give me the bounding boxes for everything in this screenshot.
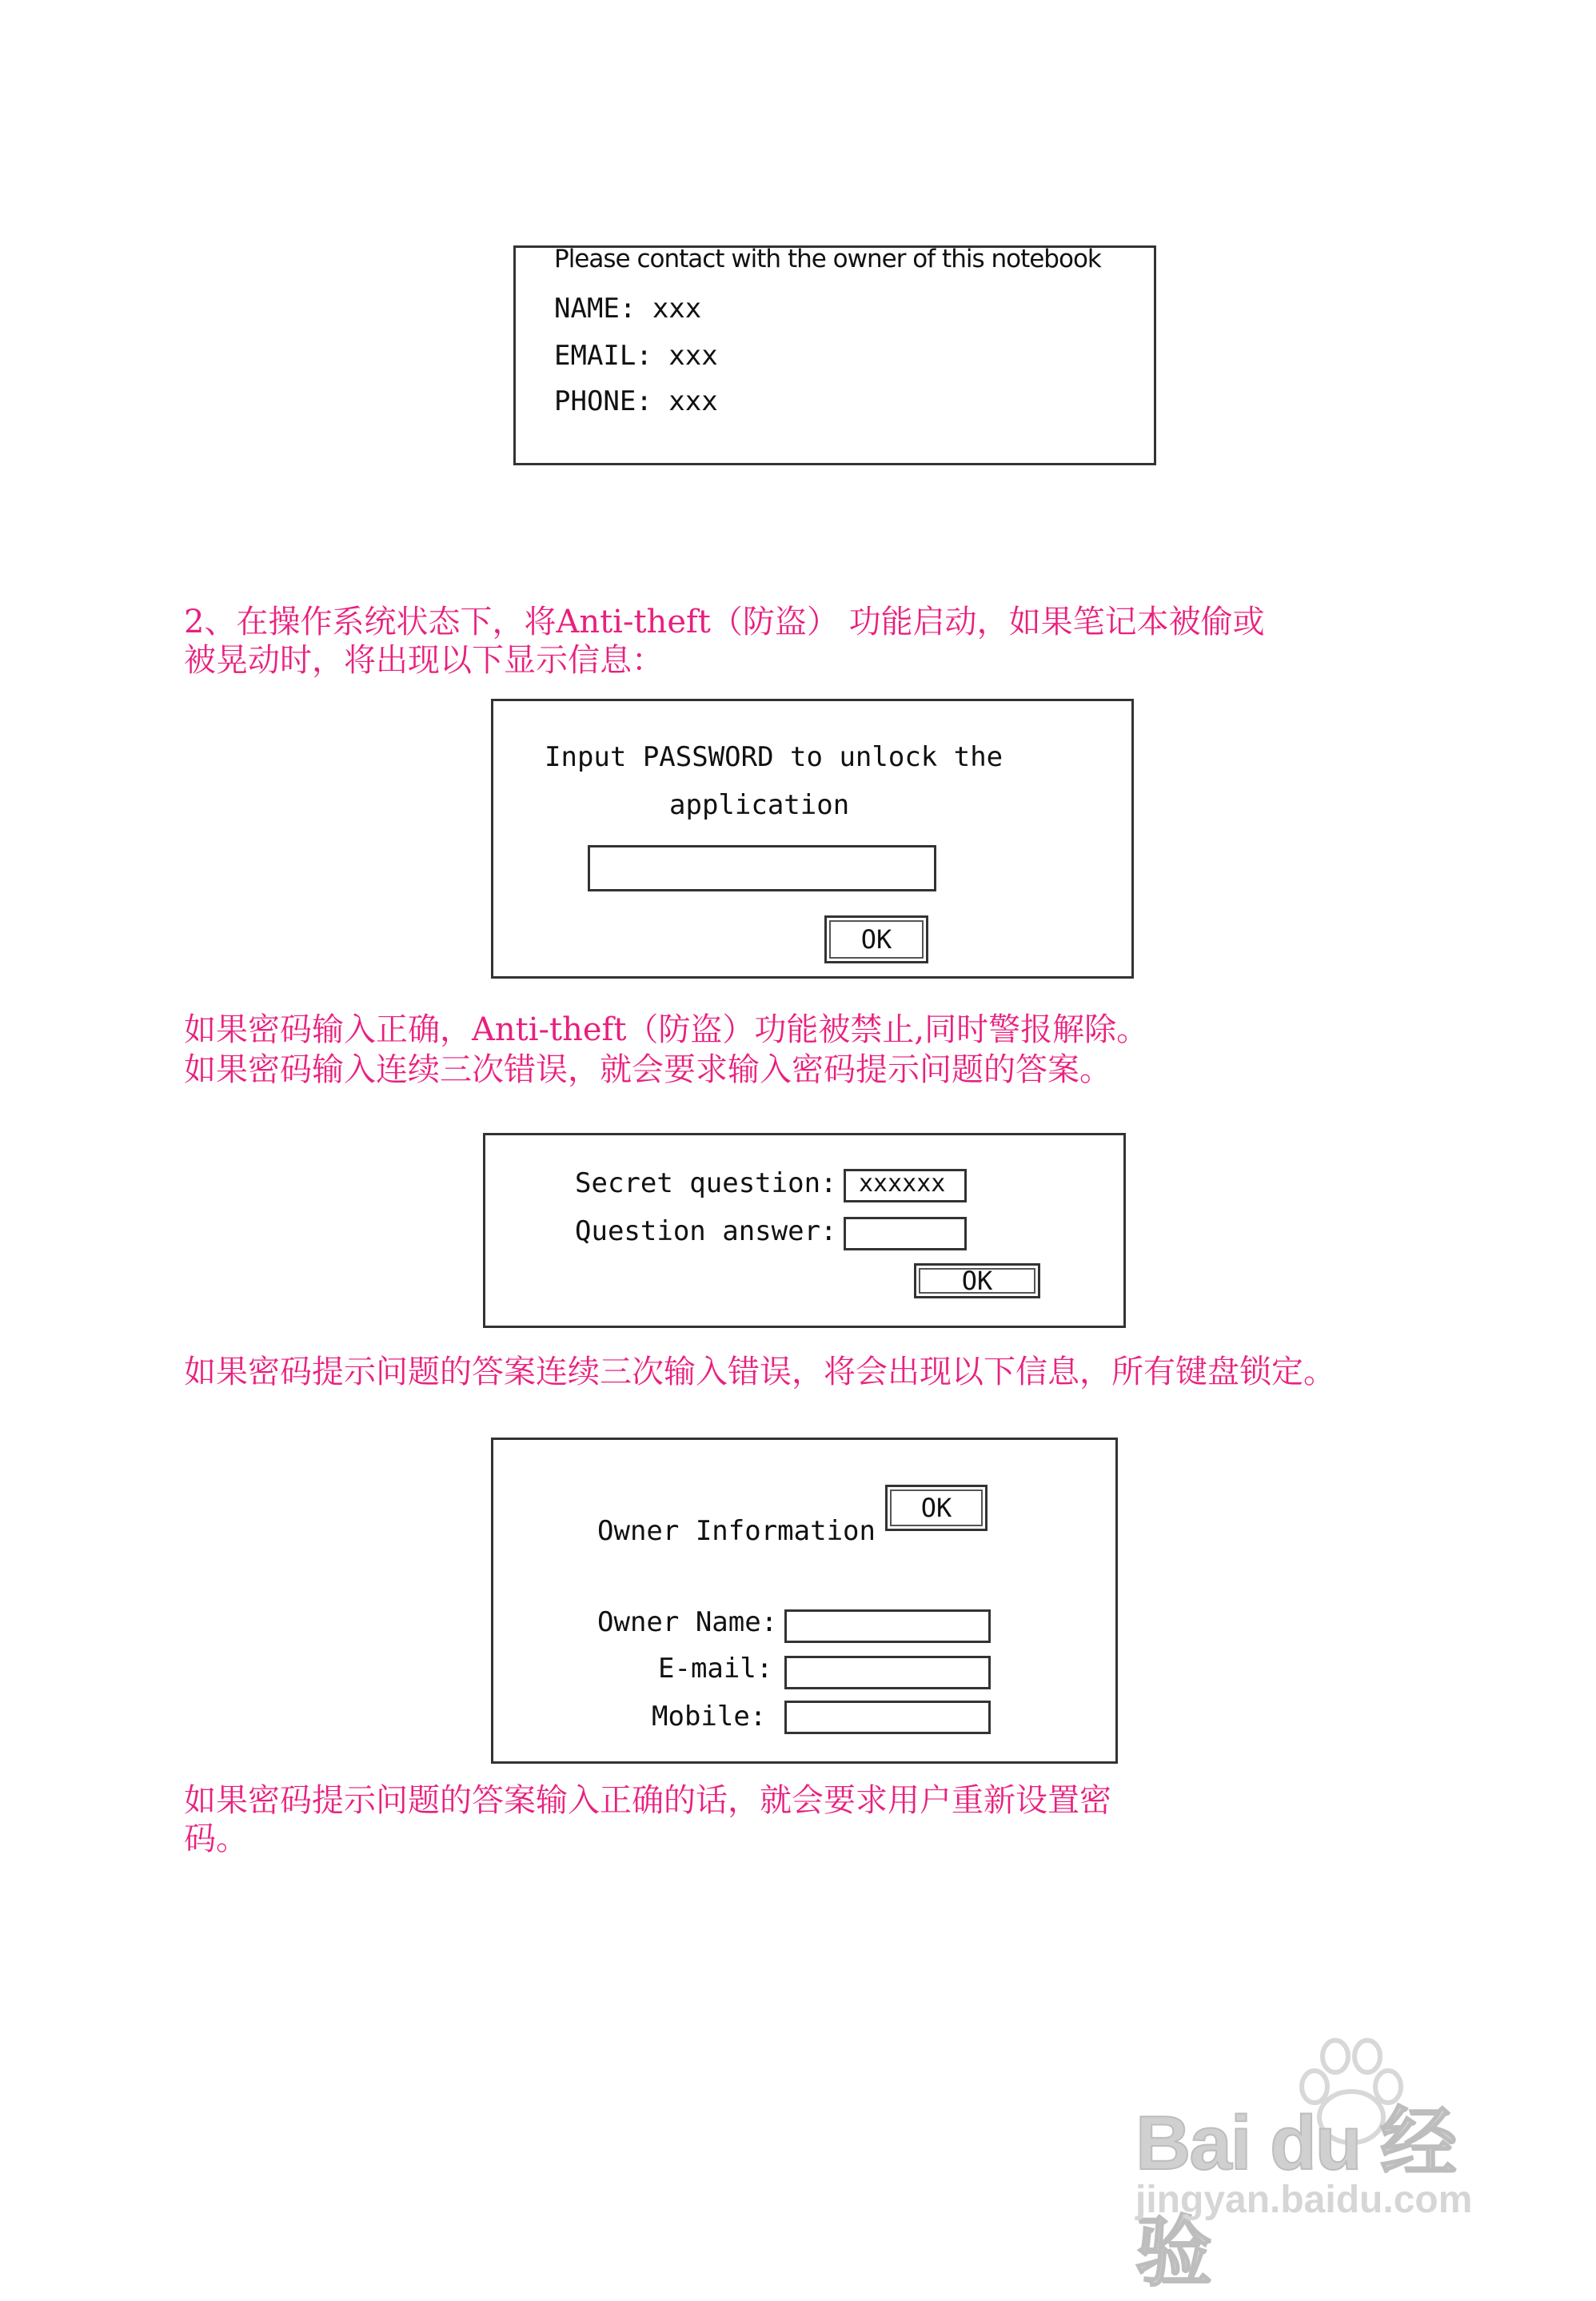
secret-question-dialog [483, 1133, 1126, 1328]
secret-question-value: xxxxxx [859, 1170, 946, 1198]
mobile-input[interactable] [784, 1701, 991, 1734]
owner-contact-dialog [513, 245, 1156, 465]
owner-contact-message: Please contact with the owner of this notebook [554, 245, 1101, 273]
step2-line1: 2、在操作系统状态下，将Anti-theft（防盗） 功能启动，如果笔记本被偷或 [184, 604, 1265, 640]
password-dialog [491, 699, 1134, 979]
email-input[interactable] [784, 1656, 991, 1689]
mobile-label: Mobile: [652, 1701, 767, 1733]
question-answer-input[interactable] [844, 1217, 967, 1250]
password-prompt-line2: application [669, 789, 850, 821]
password-prompt-line1: Input PASSWORD to unlock the [545, 741, 1003, 773]
password-ok-button[interactable]: OK [824, 915, 928, 963]
owner-info-title: Owner Information [597, 1515, 876, 1547]
watermark-url: jingyan.baidu.com [1135, 2179, 1473, 2221]
owner-name-line: NAME: xxx [554, 293, 702, 325]
watermark-brand: Bai du 经验 [1135, 2100, 1456, 2295]
answer-right-line2: 码。 [184, 1820, 248, 1857]
answer-right-line1: 如果密码提示问题的答案输入正确的话，就会要求用户重新设置密 [184, 1782, 1111, 1819]
owner-phone-line: PHONE: xxx [554, 385, 718, 417]
password-result-line1: 如果密码输入正确，Anti-theft（防盗）功能被禁止,同时警报解除。 [184, 1011, 1149, 1048]
answer-wrong-line1: 如果密码提示问题的答案连续三次输入错误，将会出现以下信息，所有键盘锁定。 [184, 1354, 1335, 1390]
secret-question-field [844, 1169, 967, 1202]
owner-name-input[interactable] [784, 1609, 991, 1643]
secret-question-label: Secret question: [575, 1167, 837, 1199]
owner-email-line: EMAIL: xxx [554, 340, 718, 372]
question-answer-label: Question answer: [575, 1215, 837, 1247]
secret-question-ok-button[interactable]: OK [914, 1263, 1040, 1298]
email-label: E-mail: [658, 1653, 773, 1685]
owner-info-dialog [491, 1438, 1118, 1764]
owner-name-label: Owner Name: [597, 1606, 778, 1638]
step2-line2: 被晃动时，将出现以下显示信息： [184, 642, 664, 679]
password-input[interactable] [588, 845, 936, 891]
owner-info-ok-button[interactable]: OK [885, 1485, 988, 1531]
password-result-line2: 如果密码输入连续三次错误，就会要求输入密码提示问题的答案。 [184, 1051, 1111, 1088]
baidu-watermark [1135, 2031, 1519, 2295]
